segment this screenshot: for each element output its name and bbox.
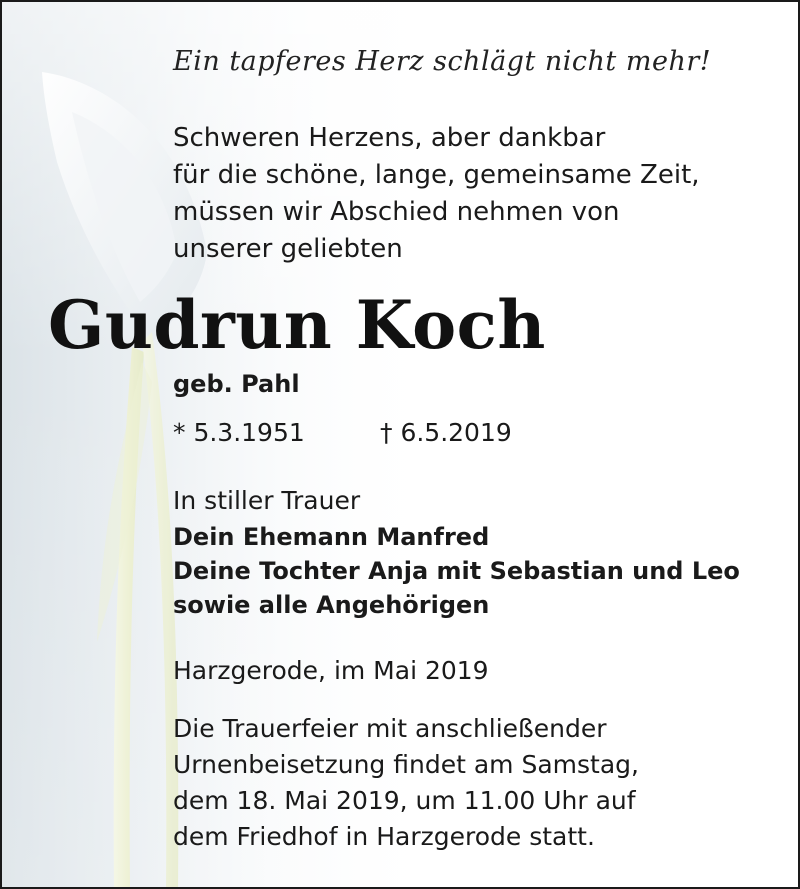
place-date: Harzgerode, im Mai 2019 [173, 656, 489, 685]
service-line: Urnenbeisetzung findet am Samstag, [173, 750, 639, 779]
service-line: Die Trauerfeier mit anschließender [173, 714, 607, 743]
service-line: dem Friedhof in Harzgerode statt. [173, 822, 595, 851]
service-line: dem 18. Mai 2019, um 11.00 Uhr auf [173, 786, 636, 815]
birth-date: * 5.3.1951 [173, 418, 305, 447]
deceased-name: Gudrun Koch [48, 286, 546, 364]
intro-line: für die schöne, lange, gemeinsame Zeit, [173, 160, 700, 190]
mourner-line: sowie alle Angehörigen [173, 591, 490, 619]
intro-text [173, 120, 700, 268]
mourner-line: Deine Tochter Anja mit Sebastian und Leo [173, 557, 740, 585]
intro-line: müssen wir Abschied nehmen von [173, 197, 620, 227]
mourners-list [173, 520, 740, 622]
maiden-name: geb. Pahl [173, 370, 300, 398]
mourner-line: Dein Ehemann Manfred [173, 523, 490, 551]
mourning-label: In stiller Trauer [173, 486, 361, 515]
intro-line: Schweren Herzens, aber dankbar [173, 123, 606, 153]
intro-line: unserer geliebten [173, 234, 403, 264]
motto-line: Ein tapferes Herz schlägt nicht mehr! [173, 46, 712, 77]
service-info [173, 711, 639, 855]
death-date: † 6.5.2019 [380, 418, 512, 447]
